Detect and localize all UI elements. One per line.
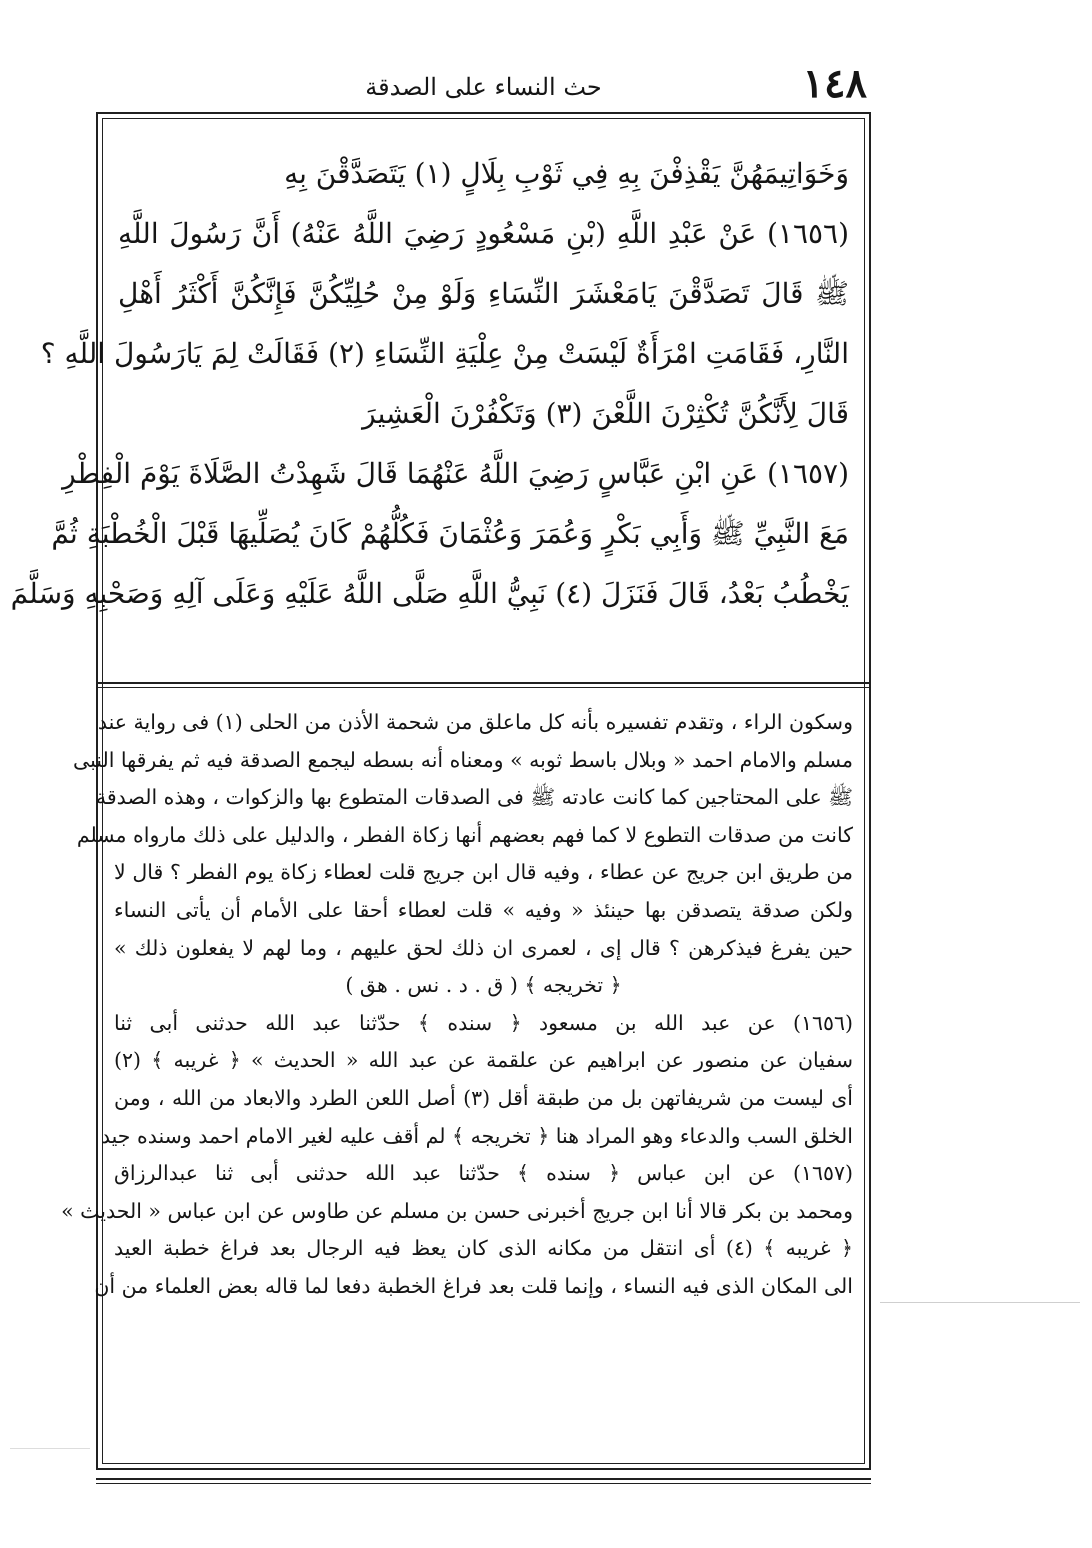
hadith-line: النَّارِ، فَقَامَتِ امْرَأَةٌ لَيْسَتْ مِنْ عِلْيَةِ النِّسَاءِ (٢) فَقَالَتْ لِمَ يَارَسُولَ اللَّهِ ؟ (40, 337, 849, 370)
hadith-line: قَالَ لِأَنَّكُنَّ تُكْثِرْنَ اللَّعْنَ (٣) وَتَكْفُرْنَ الْعَشِيرَ (362, 397, 849, 430)
commentary-line: (١٦٥٦) عن عبد الله بن مسعود ﴿ سنده ﴾ حدّثنا عبد الله حدثنى أبى ثنا (114, 1010, 853, 1035)
commentary-line: مسلم والامام احمد « وبلال باسط ثوبه » ومعناه أنه بسطه ليجمع الصدقة فيه ثم يفرقها النبى (73, 747, 853, 772)
page-number: ١٤٨ (802, 60, 867, 107)
hadith-text (10, 144, 849, 664)
commentary-line: الى المكان الذى فيه النساء ، وإنما قلت بعد فراغ الخطبة دفعا لما قاله بعض العلماء من أن (94, 1273, 853, 1298)
hadith-line: مَعَ النَّبِيِّ ﷺ وَأَبِي بَكْرٍ وَعُمَرَ وَعُثْمَانَ فَكُلُّهُمْ كَانَ يُصَلِّيهَا قَبْلَ الْخُطْبَةِ ثُمَّ (51, 517, 849, 550)
commentary-line: (١٦٥٧) عن ابن عباس ﴿ سنده ﴾ حدّثنا عبد الله حدثنى أبى ثنا عبدالرزاق (114, 1161, 853, 1186)
scan-artifact-line (10, 1448, 90, 1449)
running-title: حث النساء على الصدقة (365, 73, 602, 101)
commentary-line: الخلق السب والدعاء وهو المراد هنا ﴿ تخريجه ﴾ لم أقف عليه لغير الامام احمد وسنده جيد (100, 1123, 853, 1148)
hadith-line: يَخْطُبُ بَعْدُ، قَالَ فَنَزَلَ (٤) نَبِيُّ اللَّهِ صَلَّى اللَّهُ عَلَيْهِ وَعَلَى آلِهِ وَصَحْبِهِ وَسَلَّمَ (10, 577, 849, 610)
text-frame (10, 112, 871, 1470)
commentary-text (61, 704, 853, 1450)
page-header (96, 58, 871, 110)
commentary-line: كانت من صدقات التطوع لا كما فهم بعضهم أنها زكاة الفطر ، والدليل على ذلك مارواه مسلم (76, 822, 853, 847)
hadith-line: (١٦٥٧) عَنِ ابْنِ عَبَّاسٍ رَضِيَ اللَّهُ عَنْهُمَا قَالَ شَهِدْتُ الصَّلَاةَ يَوْمَ الْفِطْرِ (62, 457, 849, 490)
commentary-line: ﷺ على المحتاجين كما كانت عادته ﷺ فى الصدقات المتطوع بها والزكوات ، وهذه الصدقة (95, 785, 853, 810)
commentary-line: أى ليست من شريفاتهن بل من طبقة أقل (٣) أصل اللعن الطرد والابعاد من الله ، ومن (114, 1085, 853, 1110)
commentary-line: حين يفرغ فيذكرهن ؟ قال إى ، لعمرى ان ذلك لحق عليهم ، وما لهم لا يفعلون ذلك » (114, 935, 853, 960)
commentary-line: من طريق ابن جريج عن عطاء ، وفيه قال ابن جريج قلت لعطاء زكاة يوم الفطر ؟ قال لا (114, 860, 853, 885)
section-separator (98, 682, 869, 688)
commentary-line: سفيان عن منصور عن ابراهيم عن علقمة عن عبد الله « الحديث » ﴿ غريبه ﴾ (٢) (114, 1048, 853, 1073)
commentary-line: وسكون الراء ، وتقدم تفسيره بأنه كل ماعلق من شحمة الأذن من الحلى (١) فى رواية عند (97, 710, 853, 734)
commentary-line: ولكن صدقة يتصدقن بها حينئذ « وفيه » قلت لعطاء أحقا على الأمام أن يأتى النساء (114, 897, 853, 922)
commentary-line: ﴿ غريبه ﴾ (٤) أى انتقل من مكانه الذى كان يعظ فيه الرجال بعد فراغ خطبة العيد (114, 1236, 853, 1261)
bottom-rule (96, 1478, 871, 1486)
hadith-line: (١٦٥٦) عَنْ عَبْدِ اللَّهِ (بْنِ مَسْعُودٍ رَضِيَ اللَّهُ عَنْهُ) أَنَّ رَسُولَ اللَّهِ (118, 217, 849, 250)
commentary-line: ومحمد بن بكر قالا أنا ابن جريج أخبرنى حسن بن مسلم عن طاوس عن ابن عباس « الحديث » (61, 1198, 853, 1223)
takhrij-line: ﴿ تخريجه ﴾ ( ق . د . نس . هق ) (345, 973, 622, 998)
hadith-line: وَخَوَاتِيمَهُنَّ يَقْذِفْنَ بِهِ فِي ثَوْبِ بِلَالٍ (١) يَتَصَدَّقْنَ بِهِ (284, 157, 849, 190)
hadith-line: ﷺ قَالَ تَصَدَّقْنَ يَامَعْشَرَ النِّسَاءِ وَلَوْ مِنْ حُلِيِّكُنَّ فَإِنَّكُنَّ أَكْثَرُ أَهْلِ (118, 277, 849, 310)
scan-artifact-line (880, 1302, 1080, 1303)
